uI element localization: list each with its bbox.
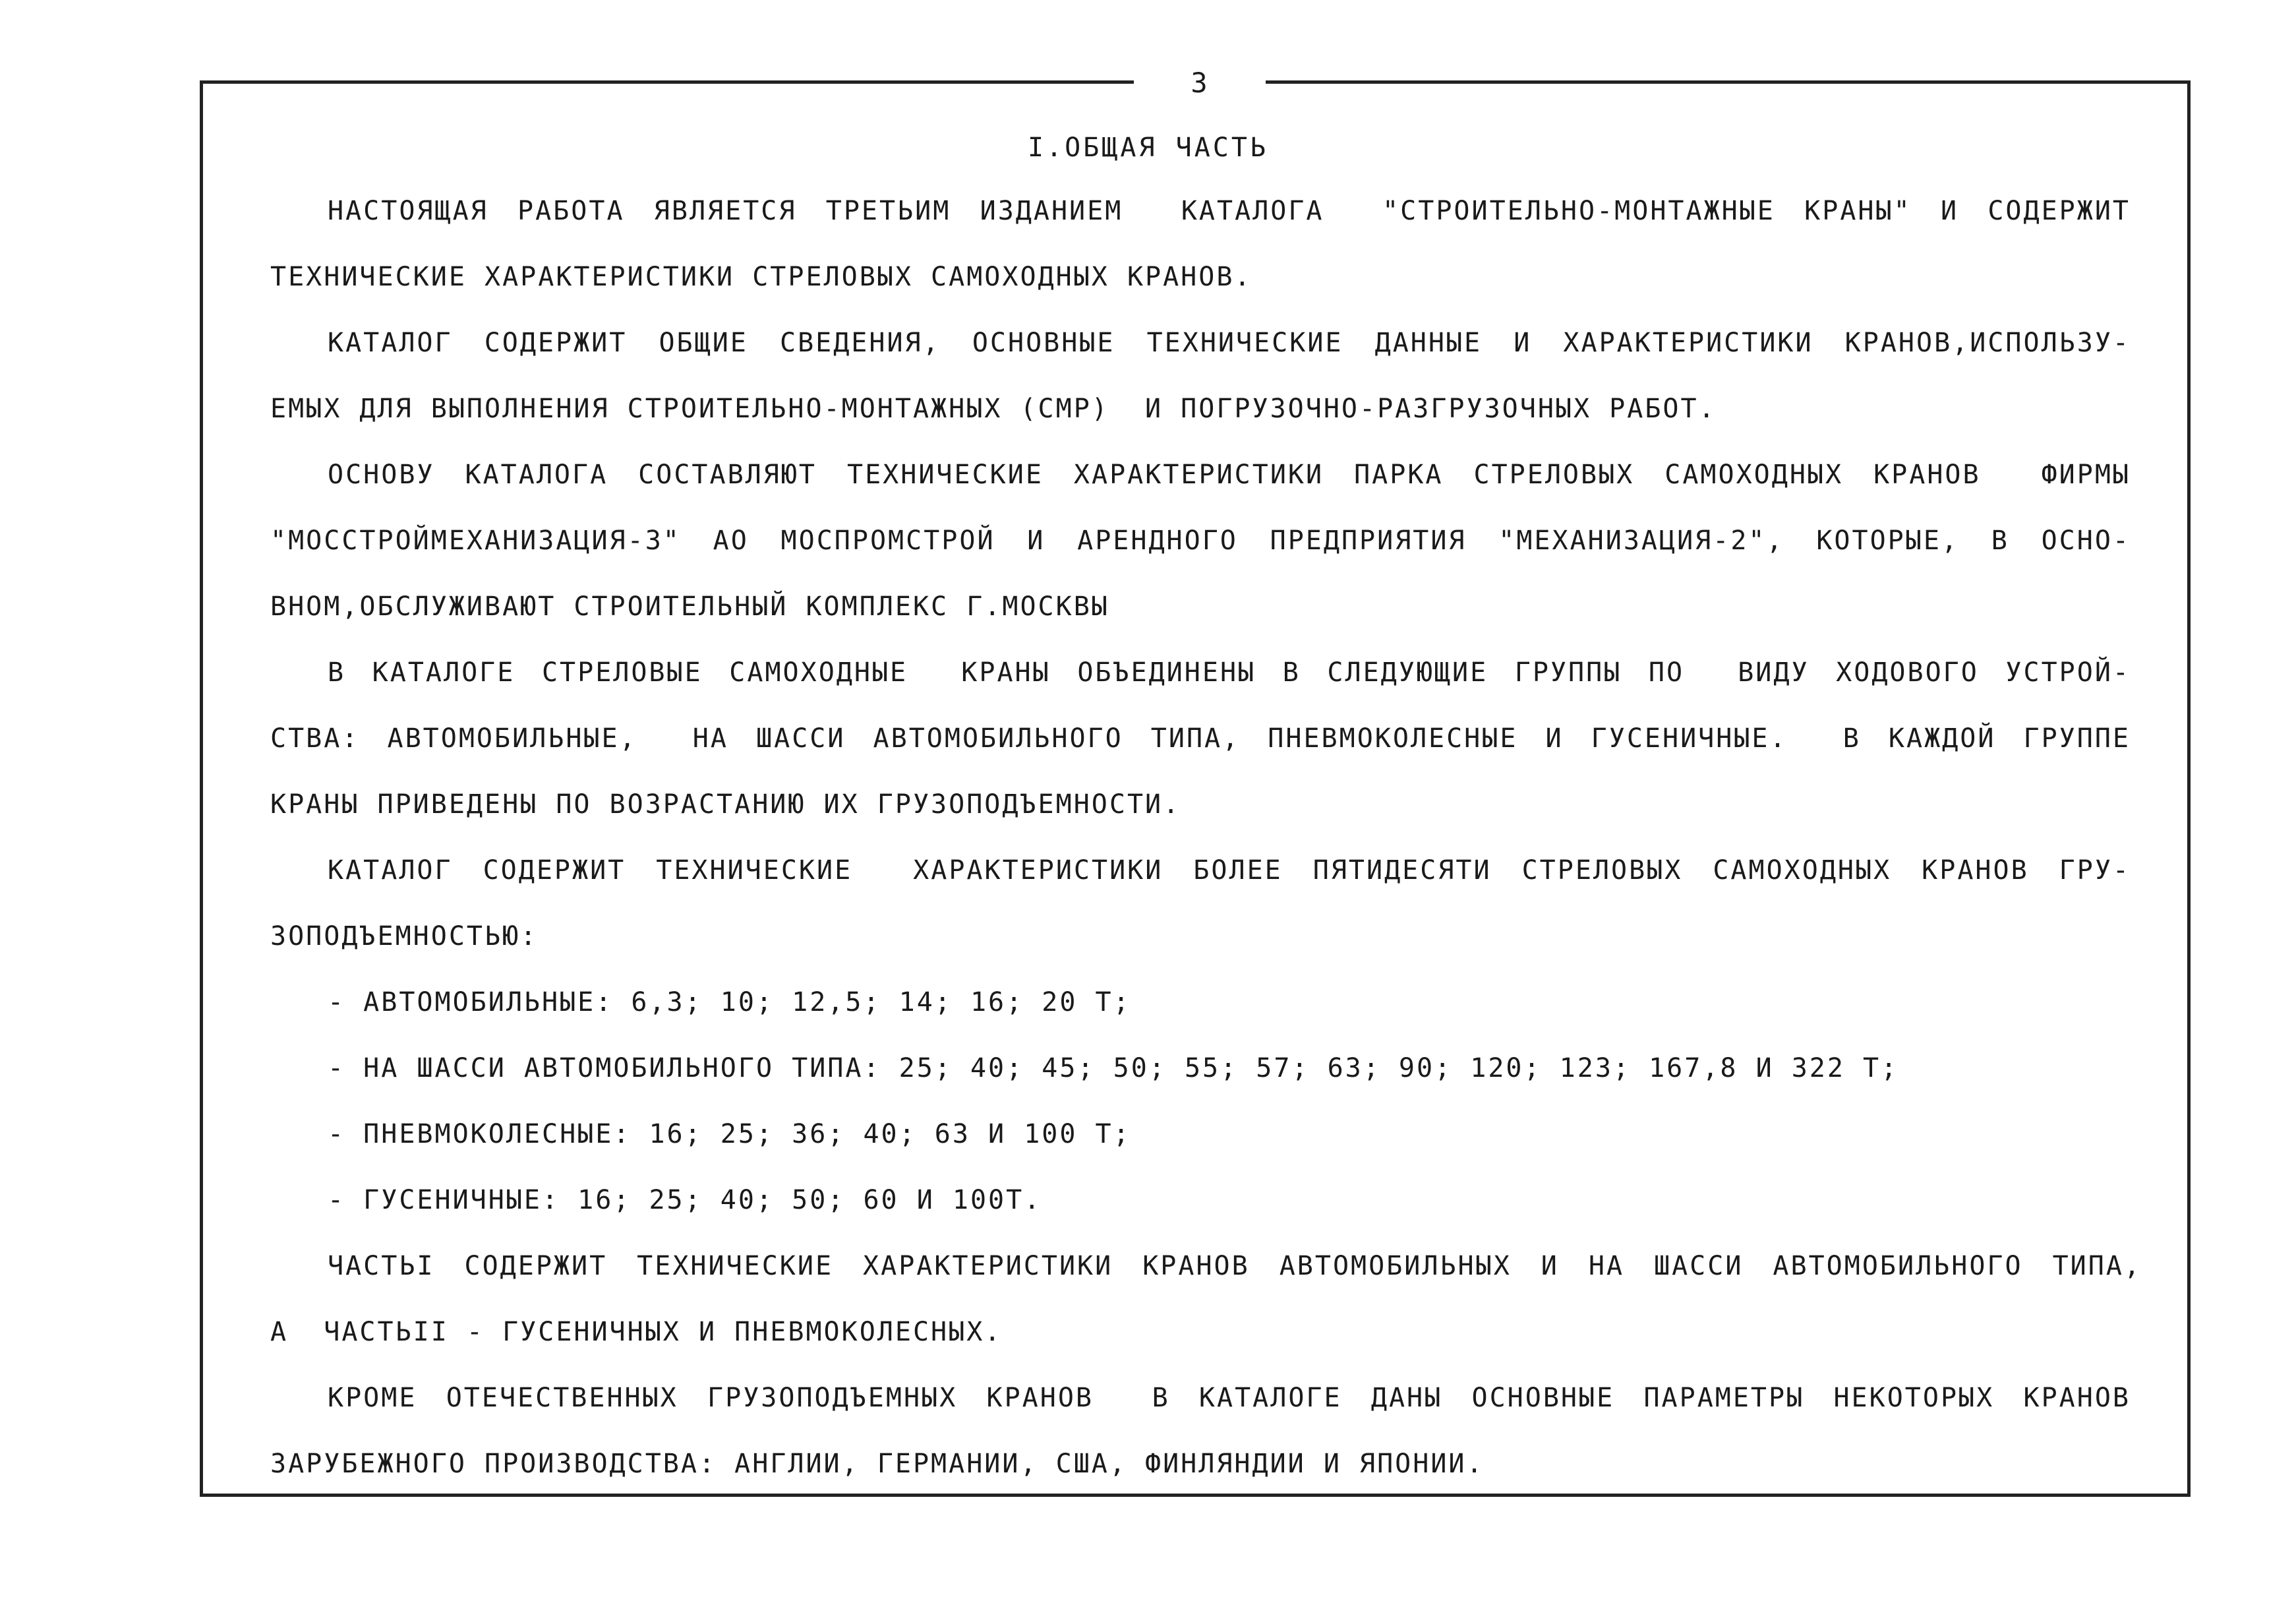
paragraph-3-line-1: ОСНОВУ КАТАЛОГА СОСТАВЛЯЮТ ТЕХНИЧЕСКИЕ ХАРАКТЕРИСТИКИ ПАРКА СТРЕЛОВЫХ САМОХОДНЫХ КРАНОВ ФИРМЫ [328,460,2131,490]
paragraph-4-line-1: В КАТАЛОГЕ СТРЕЛОВЫЕ САМОХОДНЫЕ КРАНЫ ОБЪЕДИНЕНЫ В СЛЕДУЮЩИЕ ГРУППЫ ПО ВИДУ ХОДОВОГО УСТРОЙ- [328,657,2131,688]
section-title: I.ОБЩАЯ ЧАСТЬ [1027,133,1269,163]
list-item-automobile: - АВТОМОБИЛЬНЫЕ: 6,3; 10; 12,5; 14; 16; 20 Т; [328,987,1131,1017]
closing-paragraph-2-line-2: ЗАРУБЕЖНОГО ПРОИЗВОДСТВА: АНГЛИИ, ГЕРМАНИИ, США, ФИНЛЯНДИИ И ЯПОНИИ. [270,1449,1485,1479]
paragraph-3-line-3: ВНОМ,ОБСЛУЖИВАЮТ СТРОИТЕЛЬНЫЙ КОМПЛЕКС Г.МОСКВЫ [270,591,1109,622]
closing-paragraph-2-line-1: КРОМЕ ОТЕЧЕСТВЕННЫХ ГРУЗОПОДЪЕМНЫХ КРАНОВ В КАТАЛОГЕ ДАНЫ ОСНОВНЫЕ ПАРАМЕТРЫ НЕКОТОРЫХ КРАНОВ [328,1383,2131,1413]
page-number: 3 [1134,63,1266,103]
closing-paragraph-1-line-2: А ЧАСТЬII - ГУСЕНИЧНЫХ И ПНЕВМОКОЛЕСНЫХ. [270,1317,1003,1347]
paragraph-2-line-2: ЕМЫХ ДЛЯ ВЫПОЛНЕНИЯ СТРОИТЕЛЬНО-МОНТАЖНЫХ (СМР) И ПОГРУЗОЧНО-РАЗГРУЗОЧНЫХ РАБОТ. [270,394,1717,424]
paragraph-4-line-2: СТВА: АВТОМОБИЛЬНЫЕ, НА ШАССИ АВТОМОБИЛЬНОГО ТИПА, ПНЕВМОКОЛЕСНЫЕ И ГУСЕНИЧНЫЕ. В КАЖДОЙ ГРУППЕ [270,723,2131,754]
paragraph-5-line-1: КАТАЛОГ СОДЕРЖИТ ТЕХНИЧЕСКИЕ ХАРАКТЕРИСТИКИ БОЛЕЕ ПЯТИДЕСЯТИ СТРЕЛОВЫХ САМОХОДНЫХ КРАНОВ ГРУ- [328,855,2131,886]
paragraph-1-line-1: НАСТОЯЩАЯ РАБОТА ЯВЛЯЕТСЯ ТРЕТЬИМ ИЗДАНИЕМ КАТАЛОГА "СТРОИТЕЛЬНО-МОНТАЖНЫЕ КРАНЫ" И СОДЕРЖИТ [328,196,2131,226]
list-item-truck-chassis: - НА ШАССИ АВТОМОБИЛЬНОГО ТИПА: 25; 40; 45; 50; 55; 57; 63; 90; 120; 123; 167,8 И 322 Т; [328,1053,1899,1083]
paragraph-1-line-2: ТЕХНИЧЕСКИЕ ХАРАКТЕРИСТИКИ СТРЕЛОВЫХ САМОХОДНЫХ КРАНОВ. [270,262,1252,292]
paragraph-2-line-1: КАТАЛОГ СОДЕРЖИТ ОБЩИЕ СВЕДЕНИЯ, ОСНОВНЫЕ ТЕХНИЧЕСКИЕ ДАННЫЕ И ХАРАКТЕРИСТИКИ КРАНОВ,ИСПОЛЬЗУ- [328,328,2131,358]
list-item-pneumatic-wheel: - ПНЕВМОКОЛЕСНЫЕ: 16; 25; 36; 40; 63 И 100 Т; [328,1119,1131,1149]
list-item-crawler: - ГУСЕНИЧНЫЕ: 16; 25; 40; 50; 60 И 100Т. [328,1185,1042,1215]
paragraph-5-line-2: ЗОПОДЪЕМНОСТЬЮ: [270,921,539,952]
paragraph-4-line-3: КРАНЫ ПРИВЕДЕНЫ ПО ВОЗРАСТАНИЮ ИХ ГРУЗОПОДЪЕМНОСТИ. [270,789,1181,820]
paragraph-3-line-2: "МОССТРОЙМЕХАНИЗАЦИЯ-3" АО МОСПРОМСТРОЙ И АРЕНДНОГО ПРЕДПРИЯТИЯ "МЕХАНИЗАЦИЯ-2", КОТОРЫЕ, В ОСНО- [270,526,2131,556]
closing-paragraph-1-line-1: ЧАСТЬI СОДЕРЖИТ ТЕХНИЧЕСКИЕ ХАРАКТЕРИСТИКИ КРАНОВ АВТОМОБИЛЬНЫХ И НА ШАССИ АВТОМОБИЛЬНОГО ТИПА, [328,1251,2142,1281]
